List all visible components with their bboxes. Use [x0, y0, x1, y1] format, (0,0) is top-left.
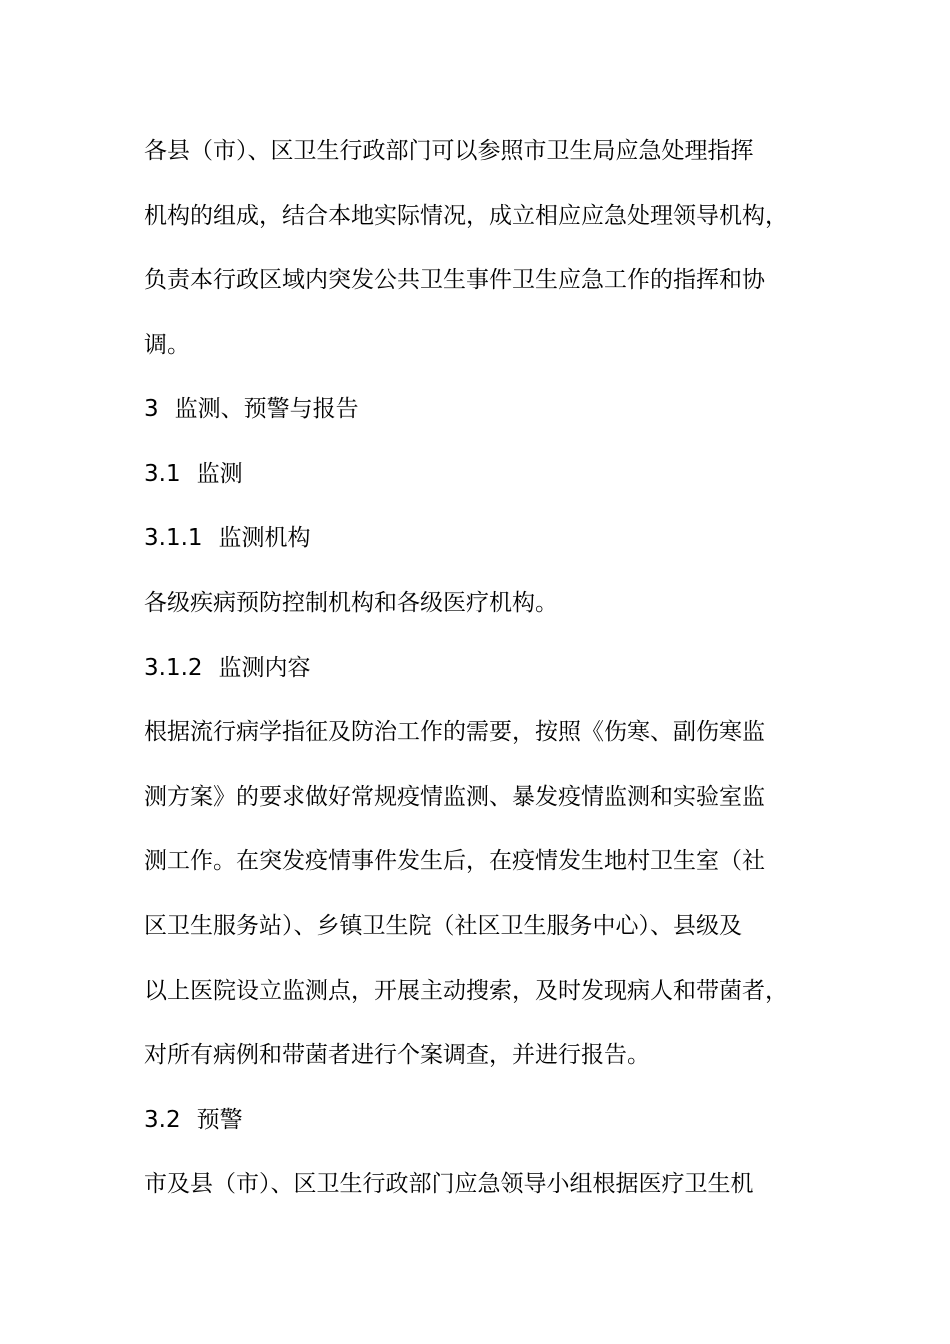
paragraph-line: 对所有病例和带菌者进行个案调查，并进行报告。: [144, 1042, 650, 1068]
section-heading-3-1: [144, 454, 844, 494]
section-heading-3-2: [144, 1100, 844, 1140]
section-title: 监测机构: [218, 525, 311, 551]
section-number: 3: [144, 396, 159, 422]
section-title: 预警: [196, 1107, 243, 1133]
section-title: 监测、预警与报告: [174, 396, 359, 422]
section-heading-3: [144, 389, 844, 429]
paragraph-line: 负责本行政区域内突发公共卫生事件卫生应急工作的指挥和协: [144, 267, 765, 293]
section-title: 监测内容: [218, 655, 311, 681]
paragraph-line: 根据流行病学指征及防治工作的需要，按照《伤寒、副伤寒监: [144, 719, 765, 745]
paragraph-line: 机构的组成，结合本地实际情况，成立相应应急处理领导机构，: [144, 203, 788, 229]
paragraph-line: 各县（市）、区卫生行政部门可以参照市卫生局应急处理指挥: [144, 138, 754, 164]
section-heading-3-1-2: [144, 648, 844, 688]
paragraph-line: 测工作。在突发疫情事件发生后，在疫情发生地村卫生室（社: [144, 848, 765, 874]
section-number: 3.1: [144, 461, 181, 487]
paragraph-line: 市及县（市）、区卫生行政部门应急领导小组根据医疗卫生机: [144, 1171, 754, 1197]
paragraph-line: 以上医院设立监测点，开展主动搜索，及时发现病人和带菌者，: [144, 978, 788, 1004]
paragraph-line: 调。: [144, 332, 190, 358]
section-number: 3.1.1: [144, 525, 203, 551]
section-number: 3.1.2: [144, 655, 203, 681]
paragraph-line: 区卫生服务站）、乡镇卫生院（社区卫生服务中心）、县级及: [144, 913, 742, 939]
section-title: 监测: [196, 461, 243, 487]
section-heading-3-1-1: [144, 518, 844, 558]
paragraph-line: 测方案》的要求做好常规疫情监测、暴发疫情监测和实验室监: [144, 784, 765, 810]
section-number: 3.2: [144, 1107, 181, 1133]
paragraph-line: 各级疾病预防控制机构和各级医疗机构。: [144, 590, 558, 616]
